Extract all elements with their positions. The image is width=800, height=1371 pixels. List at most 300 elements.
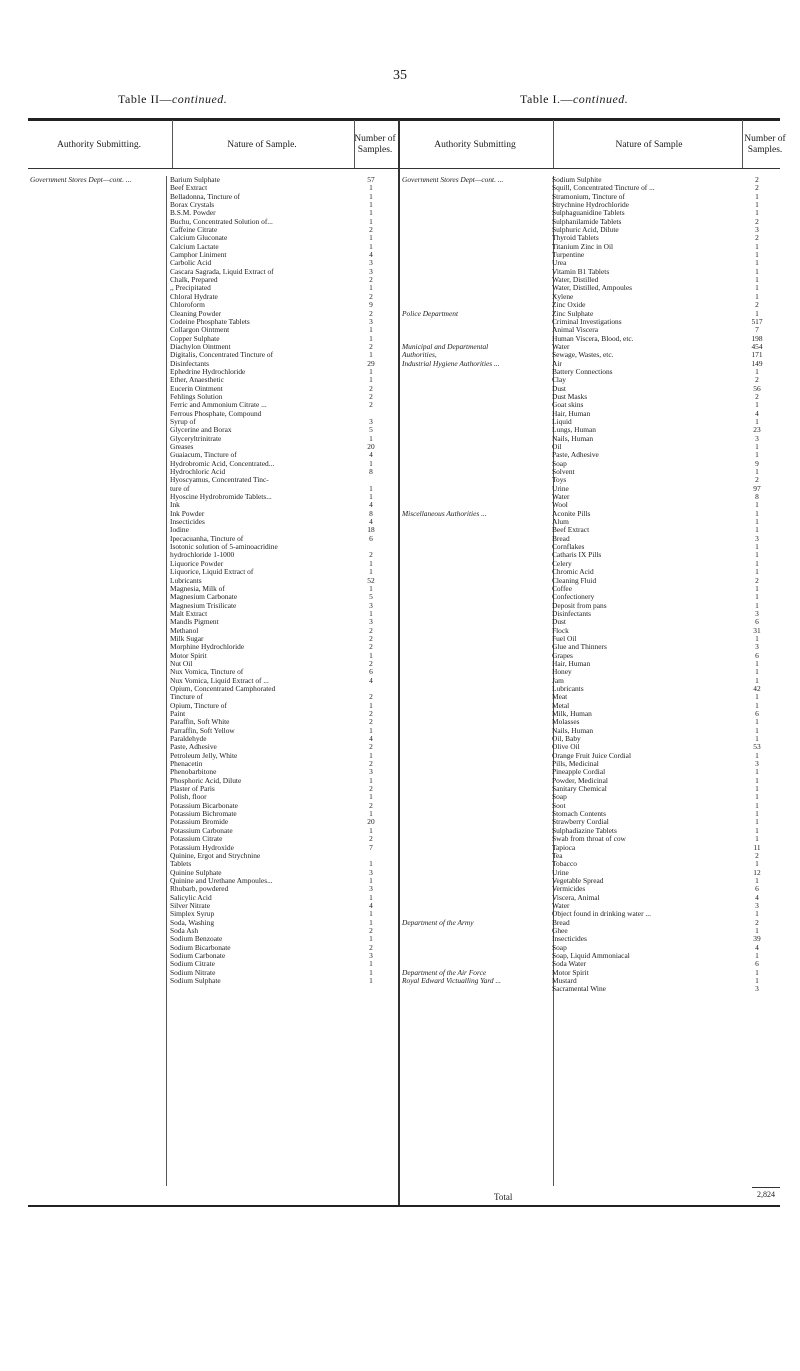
center-divider (398, 120, 400, 1205)
table-row (402, 435, 780, 443)
table-row (402, 810, 780, 818)
authority-cell (402, 768, 552, 776)
sample-cell: Ink Powder (170, 509, 205, 518)
table-row (402, 476, 780, 484)
table-row (402, 577, 780, 585)
table-row (30, 752, 396, 760)
sample-cell: Swab from throat of cow (552, 835, 626, 844)
table-row (402, 251, 780, 259)
count-cell: 1 (369, 233, 373, 243)
count-cell: 2 (369, 633, 373, 643)
sample-cell: Molasses (552, 718, 580, 727)
sample-cell: Sodium Benzoate (170, 935, 223, 944)
sample-cell: Sodium Nitrate (170, 968, 216, 977)
table-row (402, 919, 780, 927)
authority-cell (30, 702, 170, 710)
table-row (402, 660, 780, 668)
count-cell: 1 (369, 875, 373, 885)
count-cell: 1 (369, 775, 373, 785)
table-row (402, 785, 780, 793)
table-row (30, 560, 396, 568)
count-cell: 1 (755, 450, 759, 460)
sample-cell: Potassium Bromide (170, 818, 229, 827)
table-row (402, 460, 780, 468)
table-row (402, 952, 780, 960)
authority-cell (30, 668, 170, 676)
table-row (30, 493, 396, 501)
count-cell: 42 (753, 683, 761, 693)
sample-cell: Paste, Adhesive (170, 743, 217, 752)
sample-cell: Sodium Sulphite (552, 176, 602, 184)
sample-cell: Beef Extract (552, 526, 590, 535)
authority-cell (30, 551, 170, 559)
sample-cell: Borax Crystals (170, 201, 215, 210)
authority-cell (30, 435, 170, 443)
count-cell: 4 (369, 734, 373, 744)
table-row (30, 451, 396, 459)
table-row (402, 793, 780, 801)
sample-cell: Dust (552, 618, 566, 627)
sample-cell: Fehlings Solution (170, 392, 223, 401)
table-row (30, 910, 396, 918)
count-cell: 1 (755, 825, 759, 835)
count-cell: 1 (755, 792, 759, 802)
sample-cell: Nails, Human (552, 726, 594, 735)
table-row (402, 835, 780, 843)
table-row (30, 743, 396, 751)
table-row (30, 827, 396, 835)
table-row (30, 209, 396, 217)
count-cell: 2 (369, 400, 373, 410)
sample-cell: Ferric and Ammonium Citrate ... (170, 401, 267, 410)
sample-cell: Wool (552, 501, 568, 510)
authority-cell (402, 201, 552, 209)
authority-cell (30, 710, 170, 718)
count-cell: 1 (755, 817, 759, 827)
count-cell: 1 (369, 350, 373, 360)
authority-cell (30, 585, 170, 593)
table-row (30, 810, 396, 818)
sample-cell: Isotonic solution of 5-aminoacridine (170, 543, 278, 552)
sample-cell: Lubricants (552, 684, 584, 693)
count-cell: 2 (369, 717, 373, 727)
count-cell: 2 (369, 225, 373, 235)
sample-cell: Potassium Citrate (170, 835, 223, 844)
sample-cell: Celery (552, 559, 572, 568)
sample-cell: Jam (552, 676, 564, 685)
count-cell: 3 (369, 884, 373, 894)
sample-cell: Copper Sulphate (170, 334, 220, 343)
authority-cell (30, 885, 170, 893)
table-row (30, 869, 396, 877)
table-row (30, 852, 396, 860)
table-row (402, 243, 780, 251)
sample-cell: Salicylic Acid (170, 893, 212, 902)
table-row (30, 877, 396, 885)
sample-cell: Guaiacum, Tincture of (170, 451, 237, 460)
authority-cell (402, 785, 552, 793)
table-row (30, 685, 396, 693)
table-row (402, 551, 780, 559)
count-cell: 11 (753, 842, 761, 852)
sample-cell: Pills, Medicinal (552, 760, 599, 769)
count-cell: 1 (755, 809, 759, 819)
sample-cell: Hair, Human (552, 659, 591, 668)
table-row (30, 760, 396, 768)
authority-cell: Department of the Army (402, 917, 474, 927)
sample-cell: Object found in drinking water ... (552, 910, 651, 919)
authority-cell (30, 577, 170, 585)
count-cell: 1 (369, 283, 373, 293)
sample-cell: Tapioca (552, 843, 576, 852)
table-row (402, 560, 780, 568)
count-cell: 1 (755, 667, 759, 677)
table-row (30, 259, 396, 267)
table-row (30, 460, 396, 468)
sample-cell: Disinfectants (552, 609, 591, 618)
count-cell: 1 (755, 775, 759, 785)
sample-cell: Criminal Investigations (552, 317, 622, 326)
authority-cell: Authorities, (402, 350, 437, 360)
sample-cell: Eucerin Ointment (170, 384, 223, 393)
count-cell: 2 (369, 275, 373, 285)
table-row (30, 218, 396, 226)
sample-cell: Soap (552, 943, 567, 952)
table-row (402, 827, 780, 835)
sample-cell: Water, Distilled (552, 276, 599, 285)
table-row (402, 268, 780, 276)
table-row (402, 393, 780, 401)
sample-cell: Water (552, 342, 570, 351)
count-cell: 2 (369, 550, 373, 560)
authority-cell (30, 268, 170, 276)
count-cell: 2 (369, 759, 373, 769)
authority-cell (402, 460, 552, 468)
count-cell: 2 (369, 709, 373, 718)
authority-cell (30, 443, 170, 451)
table-row (30, 176, 396, 184)
table-row (402, 668, 780, 676)
table-row (402, 226, 780, 234)
count-cell: 1 (755, 567, 759, 577)
table-row (402, 768, 780, 776)
sample-cell: Plaster of Paris (170, 785, 215, 794)
sample-cell: Paint (170, 710, 186, 718)
table-row (30, 510, 396, 518)
sample-cell: Lungs, Human (552, 426, 596, 435)
count-cell: 3 (369, 316, 373, 326)
table-row (402, 902, 780, 910)
table-row (30, 568, 396, 576)
sample-cell: Soda Ash (170, 926, 199, 935)
count-cell: 97 (753, 483, 761, 493)
count-cell: 1 (369, 967, 373, 977)
count-cell: 18 (367, 525, 375, 535)
table-row (30, 251, 396, 259)
sample-cell: Soap, Liquid Ammoniacal (552, 951, 630, 960)
sample-cell: Titanium Zinc in Oil (552, 242, 614, 251)
authority-cell (30, 760, 170, 768)
authority-cell (402, 485, 552, 493)
table-row (30, 326, 396, 334)
table-row (402, 284, 780, 292)
header-authority-right: Authority Submitting (434, 139, 516, 150)
authority-cell (30, 802, 170, 810)
authority-cell (30, 602, 170, 610)
sample-cell: Buchu, Concentrated Solution of... (170, 217, 273, 226)
table-row (402, 201, 780, 209)
authority-cell (30, 401, 170, 409)
authority-cell (402, 735, 552, 743)
count-cell: 1 (369, 725, 373, 735)
count-cell: 1 (755, 366, 759, 376)
count-cell: 3 (755, 900, 759, 910)
sample-cell: Tea (552, 851, 563, 860)
sample-cell: Malt Extract (170, 609, 208, 618)
sample-cell: Phenacetin (170, 760, 203, 769)
sample-cell: Turpentine (552, 251, 585, 260)
sample-cell: Ephedrine Hydrochloride (170, 367, 246, 376)
table-row (402, 885, 780, 893)
sample-cell: Paraldehyde (170, 735, 207, 744)
count-cell: 6 (755, 650, 759, 660)
sample-cell: Greases (170, 443, 194, 451)
authority-cell (30, 209, 170, 217)
divider (172, 120, 173, 168)
sample-cell: Soda, Washing (170, 918, 215, 927)
table-row (30, 660, 396, 668)
count-cell: 1 (755, 283, 759, 293)
count-cell: 39 (753, 934, 761, 944)
count-cell: 2 (369, 625, 373, 635)
sample-cell: Dust Masks (552, 392, 588, 401)
authority-cell (402, 677, 552, 685)
sample-cell: Milk, Human (552, 710, 592, 718)
table-row (402, 526, 780, 534)
authority-cell (402, 243, 552, 251)
authority-cell (30, 677, 170, 685)
table-row (30, 894, 396, 902)
table-row (30, 426, 396, 434)
count-cell: 2 (755, 375, 759, 385)
authority-cell (402, 218, 552, 226)
table-row (402, 176, 780, 184)
count-cell: 1 (755, 692, 759, 702)
count-cell: 1 (369, 959, 373, 969)
table-row (402, 610, 780, 618)
count-cell: 198 (751, 333, 763, 343)
sample-cell: Phosphoric Acid, Dilute (170, 776, 242, 785)
table-title-right (520, 92, 628, 107)
table-row (30, 693, 396, 701)
count-cell: 6 (369, 667, 373, 677)
sample-cell: Meat (552, 693, 568, 702)
sample-cell: Potassium Carbonate (170, 826, 233, 835)
sample-cell: Simplex Syrup (170, 910, 215, 919)
sample-cell: B.S.M. Powder (170, 209, 216, 218)
sample-cell: Calcium Gluconate (170, 234, 228, 243)
count-cell: 1 (755, 258, 759, 268)
table-row (402, 535, 780, 543)
count-cell: 3 (755, 608, 759, 618)
sample-cell: Ghee (552, 926, 568, 935)
authority-cell (402, 268, 552, 276)
table-row (402, 493, 780, 501)
sample-cell: Urine (552, 484, 569, 493)
authority-cell (30, 326, 170, 334)
authority-cell (402, 835, 552, 843)
count-cell: 8 (369, 508, 373, 518)
authority-cell (402, 802, 552, 810)
sample-cell: Magnesium Carbonate (170, 593, 238, 602)
table-row (402, 543, 780, 551)
sample-cell: Sulphuric Acid, Dilute (552, 226, 619, 235)
sample-cell: Glycerine and Borax (170, 426, 232, 435)
authority-cell (402, 660, 552, 668)
count-cell: 52 (367, 575, 375, 585)
table-row (402, 485, 780, 493)
sample-cell: Alum (552, 518, 569, 527)
count-cell: 1 (369, 859, 373, 869)
table-row (402, 635, 780, 643)
authority-cell (30, 184, 170, 192)
authority-cell (30, 493, 170, 501)
authority-cell (402, 985, 552, 993)
count-cell: 9 (755, 458, 759, 468)
count-cell: 2 (755, 175, 759, 184)
table-row (402, 468, 780, 476)
sample-cell: Sodium Sulphate (170, 977, 221, 985)
sample-cell: Zinc Sulphate (552, 309, 594, 318)
authority-cell (30, 301, 170, 309)
table-row (30, 351, 396, 359)
sample-cell: Water, Distilled, Ampoules (552, 284, 632, 293)
authority-cell (402, 643, 552, 651)
count-cell: 1 (755, 500, 759, 510)
authority-cell (30, 376, 170, 384)
table-row (402, 184, 780, 192)
authority-cell (30, 743, 170, 751)
sample-cell: ,, Precipitated (170, 284, 211, 293)
table-row (30, 718, 396, 726)
sample-cell: Goat skins (552, 401, 584, 410)
bottom-rule (28, 1205, 780, 1207)
authority-cell (402, 927, 552, 935)
table-row (402, 293, 780, 301)
authority-cell (402, 293, 552, 301)
title-left-suffix: continued. (171, 92, 228, 106)
table-row (30, 551, 396, 559)
table-row (402, 927, 780, 935)
count-cell: 1 (755, 266, 759, 276)
count-cell: 2 (755, 391, 759, 401)
count-cell: 1 (369, 917, 373, 927)
sample-cell: Confectionery (552, 593, 595, 602)
count-cell: 1 (755, 583, 759, 593)
sample-cell: Flock (552, 626, 569, 635)
count-cell: 1 (755, 633, 759, 643)
count-cell: 8 (755, 492, 759, 502)
count-cell: 20 (367, 817, 375, 827)
authority-cell (402, 543, 552, 551)
sample-cell: Viscera, Animal (552, 893, 600, 902)
sample-cell: Silver Nitrate (170, 901, 211, 910)
sample-cell: Squill, Concentrated Tincture of ... (552, 184, 655, 193)
count-cell: 1 (755, 550, 759, 560)
table-row (402, 426, 780, 434)
sample-cell: Glyceryltrinitrate (170, 434, 222, 443)
table-row (402, 743, 780, 751)
table-row (30, 969, 396, 977)
sample-cell: Sodium Citrate (170, 960, 215, 969)
authority-cell (30, 510, 170, 518)
sample-cell: Mandls Pigment (170, 618, 219, 627)
sample-cell: Oil, Baby (552, 735, 581, 744)
sample-cell: Sewage, Wastes, etc. (552, 351, 614, 360)
count-cell: 1 (755, 725, 759, 735)
authority-cell (402, 435, 552, 443)
authority-cell (30, 335, 170, 343)
count-cell: 1 (369, 892, 373, 902)
table-row (30, 243, 396, 251)
sample-cell: Grapes (552, 651, 573, 660)
authority-cell (402, 777, 552, 785)
sample-cell: Stramonium, Tincture of (552, 192, 625, 201)
sample-cell: Olive Oil (552, 743, 580, 752)
authority-cell: Municipal and Departmental (402, 341, 489, 351)
table-row (402, 410, 780, 418)
sample-cell: Opium, Tincture of (170, 701, 227, 710)
count-cell: 3 (369, 767, 373, 777)
sample-cell: Glue and Thinners (552, 643, 607, 652)
table-row (402, 318, 780, 326)
authority-cell (30, 226, 170, 234)
count-cell: 2 (369, 925, 373, 935)
count-cell: 1 (369, 241, 373, 251)
sample-cell: Strawberry Cordial (552, 818, 609, 827)
sample-cell: Liquid (552, 417, 572, 426)
sample-cell: Sanitary Chemical (552, 785, 607, 794)
table-row (402, 844, 780, 852)
count-cell: 1 (369, 183, 373, 193)
authority-cell: Government Stores Dept—cont. ... (402, 175, 504, 184)
authority-cell (402, 685, 552, 693)
count-cell: 1 (369, 934, 373, 944)
table-row (30, 919, 396, 927)
count-cell: 1 (755, 600, 759, 610)
sample-cell: Opium, Concentrated Camphorated (170, 684, 276, 693)
sample-cell: Chloral Hydrate (170, 292, 218, 301)
table-row (30, 385, 396, 393)
count-cell: 1 (755, 200, 759, 210)
table-row (30, 518, 396, 526)
authority-cell (402, 827, 552, 835)
authority-cell (30, 752, 170, 760)
count-cell: 4 (369, 250, 373, 260)
sample-cell: Barium Sulphate (170, 176, 220, 184)
authority-cell (402, 860, 552, 868)
authority-cell (30, 243, 170, 251)
sample-cell: Phenobarbitone (170, 768, 217, 777)
count-cell: 4 (369, 500, 373, 510)
count-cell: 1 (755, 442, 759, 451)
authority-cell (30, 276, 170, 284)
sample-cell: Petroleum Jelly, White (170, 751, 238, 760)
authority-cell (402, 668, 552, 676)
authority-cell (402, 468, 552, 476)
authority-cell (402, 869, 552, 877)
sample-cell: Morphine Hydrochloride (170, 643, 245, 652)
